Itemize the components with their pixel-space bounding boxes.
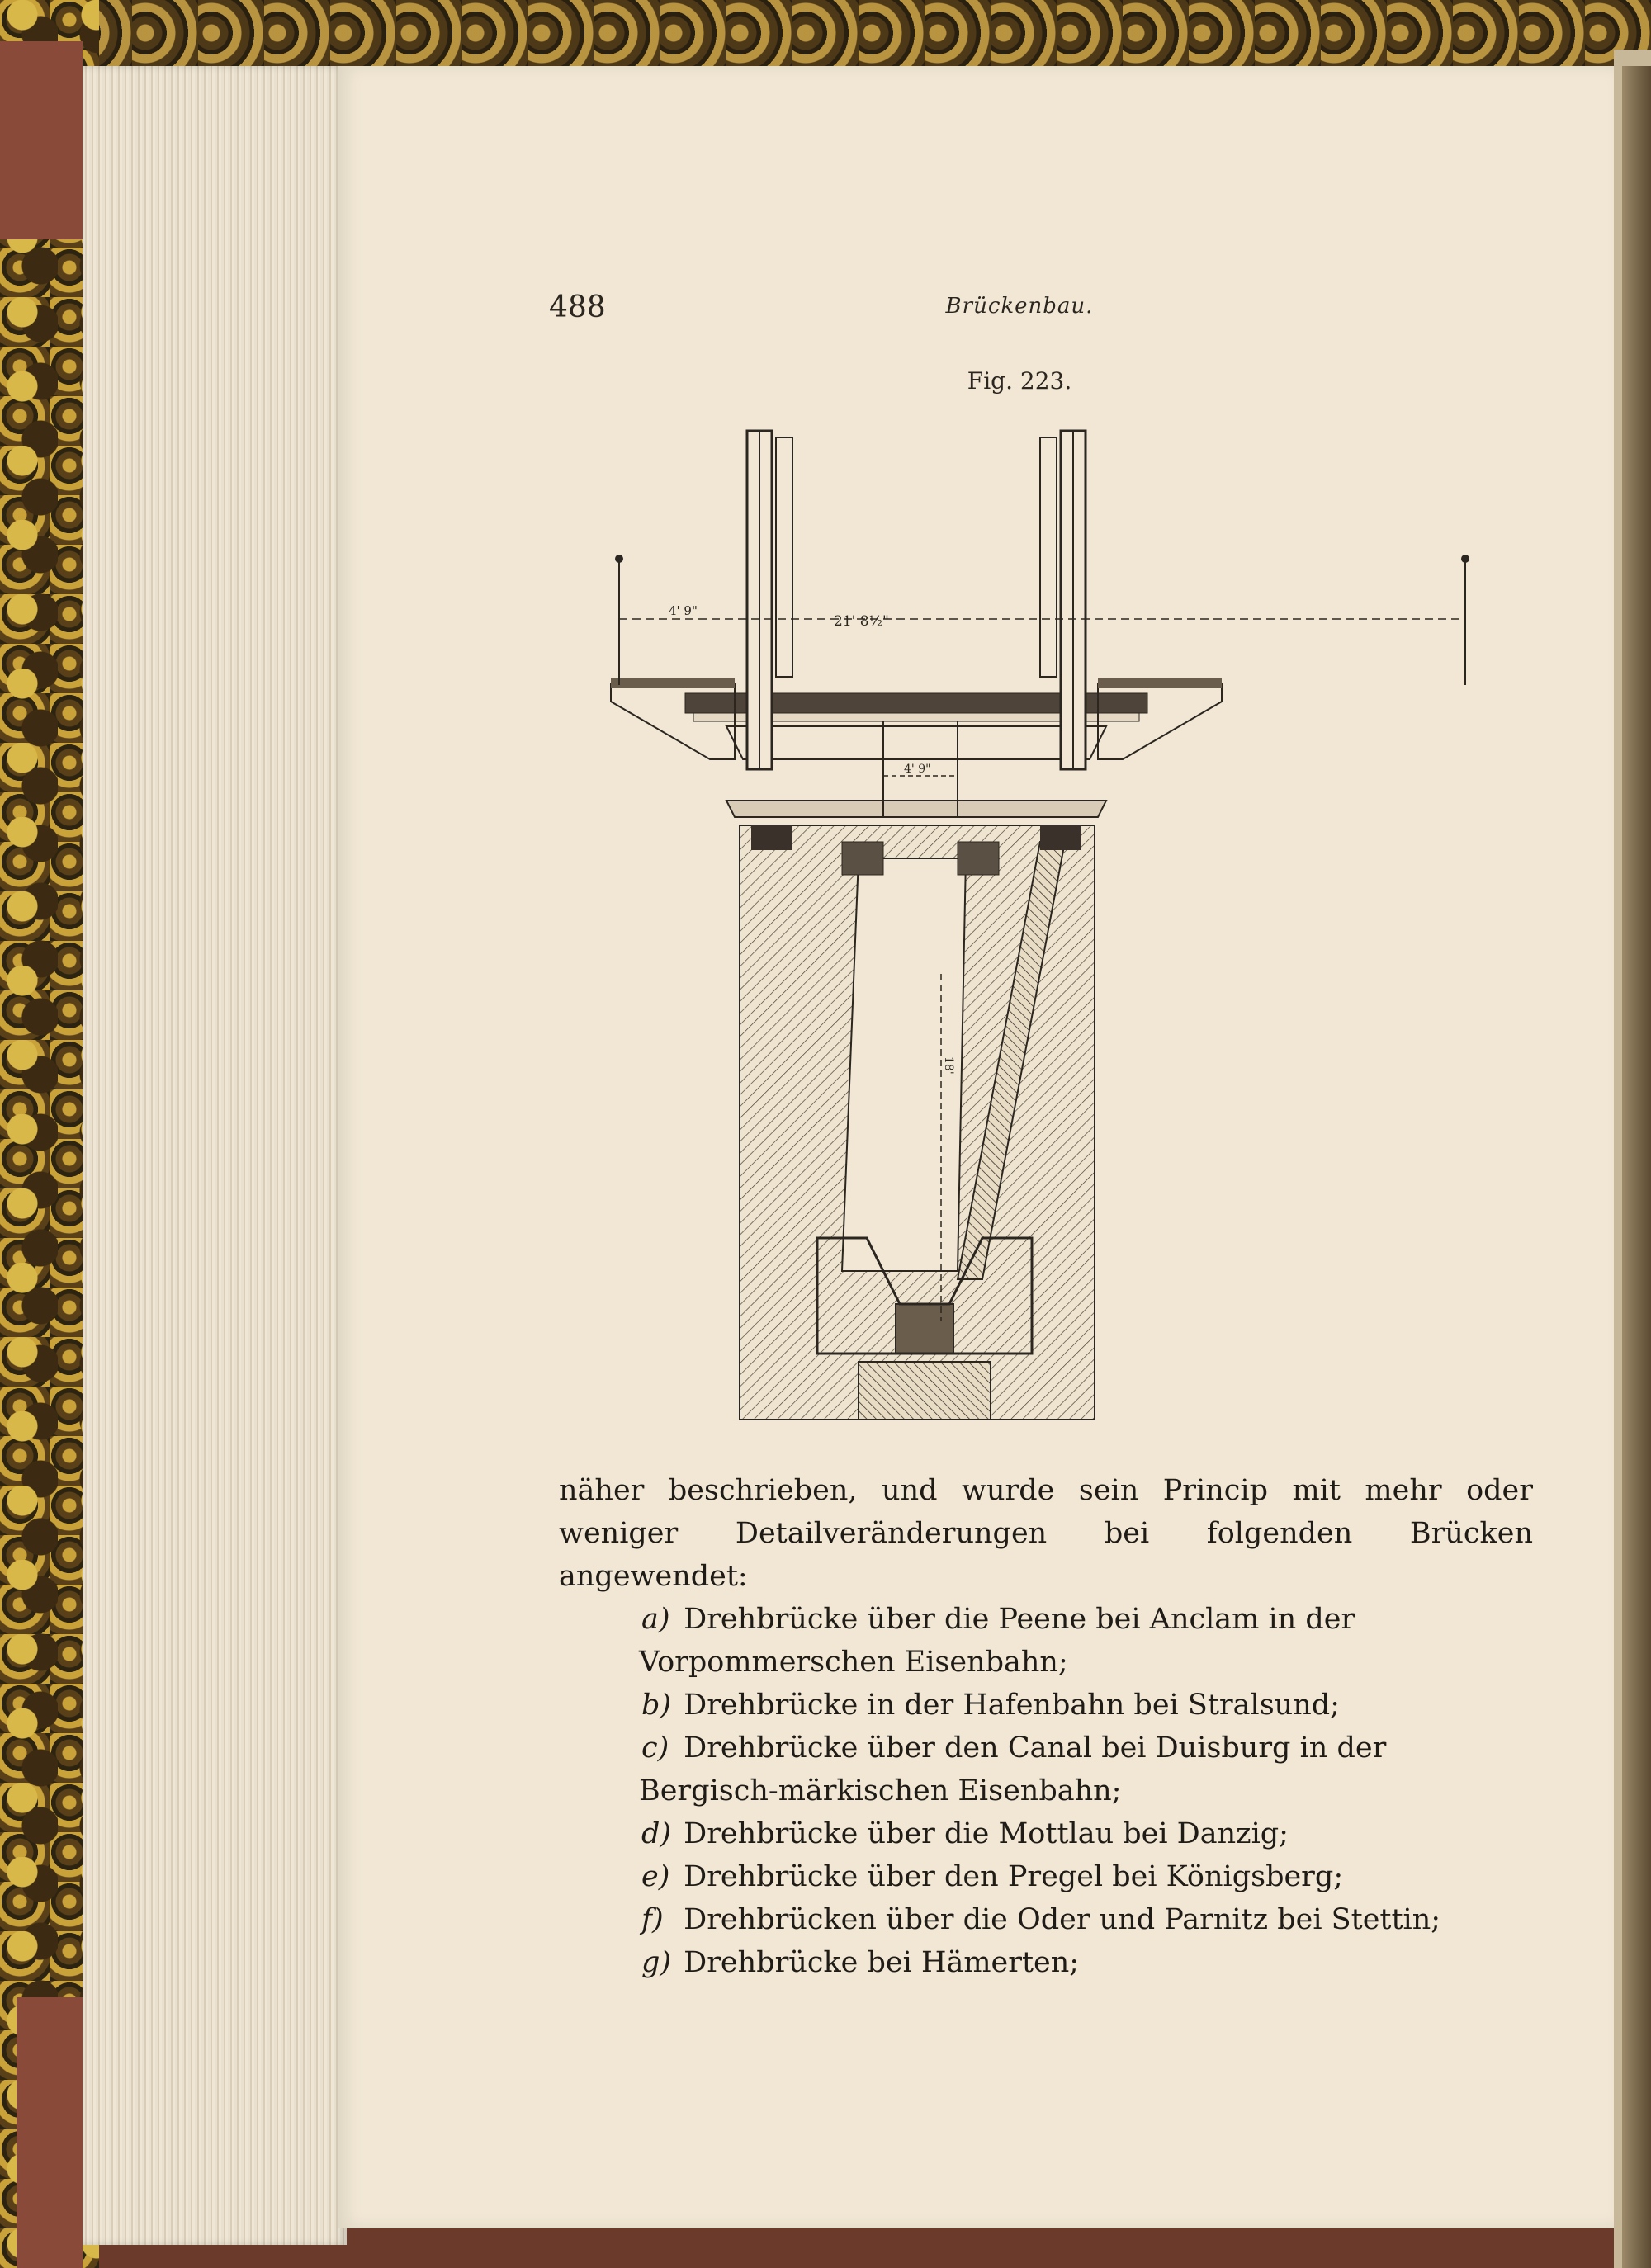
list-item-text: Drehbrücke in der Hafenbahn bei Stralsund;	[684, 1689, 1340, 1722]
dim-label-center: 4' 9"	[904, 763, 931, 776]
list-item	[559, 1684, 1533, 1727]
pier-cap-right	[1040, 825, 1081, 850]
page-edges	[83, 66, 347, 2245]
facing-page-shadow	[1622, 66, 1651, 2268]
list-item-label: g)	[641, 1946, 672, 1979]
leather-binding-bottom	[17, 1997, 83, 2268]
railing-knob-right	[1461, 555, 1469, 563]
deck-bottom	[726, 726, 1106, 759]
dim-label-vertical: 18'	[942, 1056, 955, 1075]
list-item-label: f)	[641, 1903, 664, 1936]
running-title: Brückenbau.	[945, 294, 1094, 319]
list-item	[559, 1727, 1533, 1812]
page-header	[549, 291, 1490, 332]
list-item-label: d)	[641, 1817, 672, 1850]
figure-caption: Fig. 223.	[967, 367, 1072, 395]
list-item	[559, 1812, 1533, 1855]
list-item-text: Drehbrücke über die Mottlau bei Danzig;	[684, 1817, 1289, 1850]
dim-label-span: 21' 8½"	[834, 613, 889, 630]
intro-paragraph: näher beschrieben, und wurde sein Princip mit mehr oder weniger Detailveränderungen bei folgenden Brücken angewendet:	[559, 1474, 1533, 1593]
list-item-text: Drehbrücke bei Hämerten;	[684, 1946, 1080, 1979]
bearing-block-left	[842, 842, 883, 875]
bearing-block-right	[958, 842, 999, 875]
girder-stiffener-right	[1040, 437, 1057, 677]
list-item-text: Drehbrücken über die Oder und Parnitz bei Stettin;	[684, 1903, 1441, 1936]
leather-binding-top	[0, 41, 83, 239]
list-item	[559, 1855, 1533, 1898]
bridge-list	[559, 1598, 1533, 1984]
book-cover-top	[0, 0, 1651, 74]
list-item-label: c)	[641, 1732, 669, 1765]
girder-stiffener-left	[776, 437, 792, 677]
list-item-text: Drehbrücke über die Peene bei Anclam in der Vorpommerschen Eisenbahn;	[639, 1603, 1355, 1679]
list-item	[559, 1898, 1533, 1941]
bridge-cross-section-svg	[570, 413, 1494, 1436]
list-item-label: a)	[641, 1603, 670, 1636]
pivot-foundation	[859, 1362, 991, 1420]
pier-cap-left	[751, 825, 792, 850]
dim-label-left: 4' 9"	[669, 603, 698, 618]
pivot-bearing	[896, 1304, 953, 1354]
list-item-text: Drehbrücke über den Pregel bei Königsberg;	[684, 1860, 1344, 1893]
body-text	[559, 1469, 1533, 1984]
list-item-label: e)	[641, 1860, 670, 1893]
list-item	[559, 1941, 1533, 1984]
walkway-left-plank	[611, 678, 735, 688]
page-number: 488	[549, 291, 606, 324]
list-item	[559, 1598, 1533, 1684]
swing-bridge-drawing	[570, 413, 1494, 1436]
walkway-right-plank	[1098, 678, 1222, 688]
list-item-text: Drehbrücke über den Canal bei Duisburg in der Bergisch-märkischen Eisenbahn;	[639, 1732, 1387, 1807]
cross-girder	[726, 801, 1106, 817]
railing-knob-left	[615, 555, 623, 563]
list-item-label: b)	[641, 1689, 672, 1722]
